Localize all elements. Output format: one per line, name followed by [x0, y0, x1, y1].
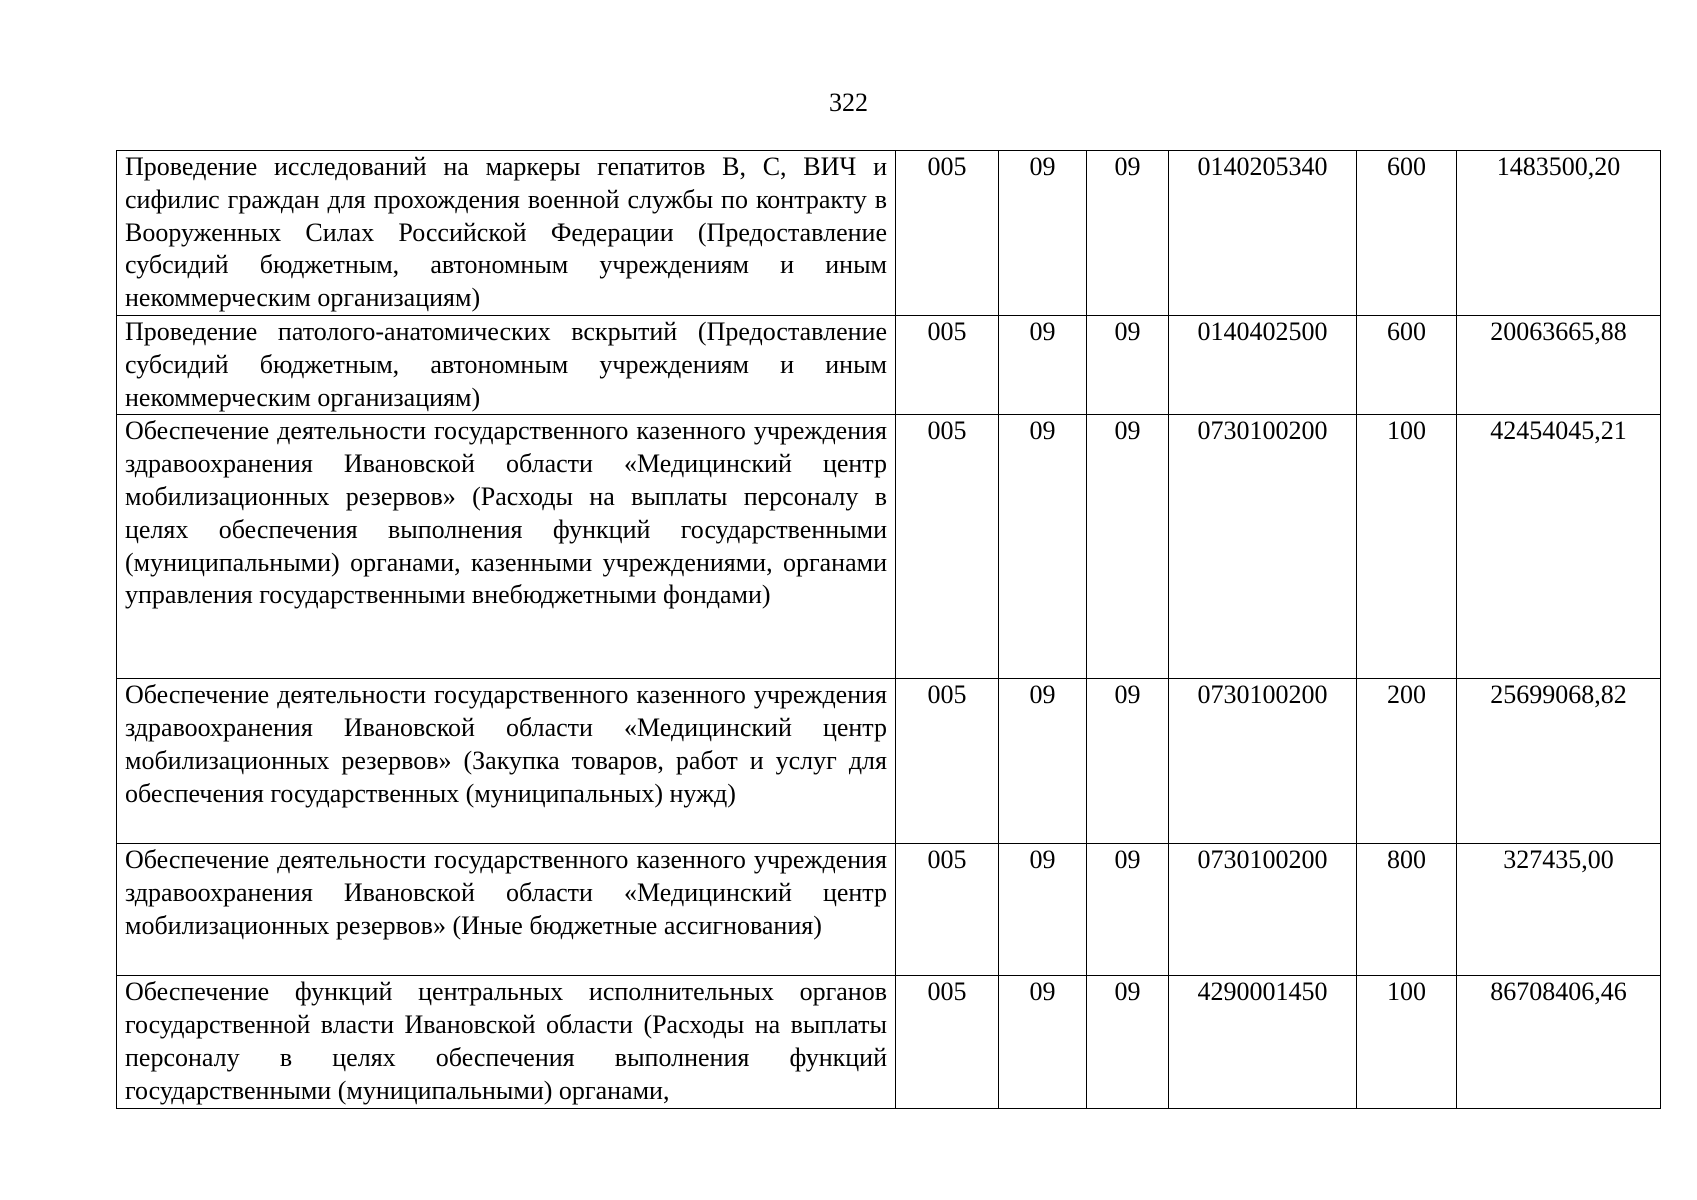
row-target-article: 0730100200 — [1169, 679, 1357, 844]
row-target-article: 4290001450 — [1169, 976, 1357, 1108]
row-subsection-code: 09 — [1087, 976, 1169, 1108]
row-section-code: 09 — [999, 316, 1087, 415]
row-subsection-code: 09 — [1087, 415, 1169, 679]
row-section-code: 09 — [999, 679, 1087, 844]
row-expense-type: 100 — [1357, 976, 1457, 1108]
page-number: 322 — [829, 88, 868, 117]
row-subsection-code: 09 — [1087, 679, 1169, 844]
row-ministry-code: 005 — [896, 976, 999, 1108]
row-ministry-code: 005 — [896, 415, 999, 679]
row-ministry-code: 005 — [896, 151, 999, 316]
row-ministry-code: 005 — [896, 844, 999, 976]
row-description: Обеспечение деятельности государственного казенного учреждения здравоохранения Ивановской области «Медицинский центр мобилизационных резервов» (Расходы на выплаты персоналу в целях обеспечения выполнения функций государственными (муниципальными) органами, казенными учреждениями, органами управления государственными внебюджетными фондами) — [117, 415, 896, 679]
table-row — [117, 679, 1661, 844]
row-section-code: 09 — [999, 976, 1087, 1108]
table-row — [117, 316, 1661, 415]
row-amount: 20063665,88 — [1457, 316, 1661, 415]
row-section-code: 09 — [999, 415, 1087, 679]
row-description: Обеспечение деятельности государственного казенного учреждения здравоохранения Ивановской области «Медицинский центр мобилизационных резервов» (Иные бюджетные ассигнования) — [117, 844, 896, 976]
table-row — [117, 976, 1661, 1108]
row-target-article: 0140205340 — [1169, 151, 1357, 316]
row-subsection-code: 09 — [1087, 151, 1169, 316]
row-amount: 327435,00 — [1457, 844, 1661, 976]
row-amount: 86708406,46 — [1457, 976, 1661, 1108]
row-section-code: 09 — [999, 844, 1087, 976]
row-ministry-code: 005 — [896, 316, 999, 415]
row-description: Обеспечение деятельности государственного казенного учреждения здравоохранения Ивановской области «Медицинский центр мобилизационных резервов» (Закупка товаров, работ и услуг для обеспечения государственных (муниципальных) нужд) — [117, 679, 896, 844]
row-target-article: 0730100200 — [1169, 844, 1357, 976]
table-row — [117, 151, 1661, 316]
row-amount: 25699068,82 — [1457, 679, 1661, 844]
row-amount: 42454045,21 — [1457, 415, 1661, 679]
row-description: Обеспечение функций центральных исполнительных органов государственной власти Ивановской области (Расходы на выплаты персоналу в целях обеспечения выполнения функций государственными (муниципальными) органами, — [117, 976, 896, 1108]
table-row — [117, 844, 1661, 976]
row-target-article: 0730100200 — [1169, 415, 1357, 679]
budget-table — [116, 150, 1661, 1109]
row-expense-type: 600 — [1357, 316, 1457, 415]
row-subsection-code: 09 — [1087, 844, 1169, 976]
row-description: Проведение патолого-анатомических вскрытий (Предоставление субсидий бюджетным, автономным учреждениям и иным некоммерческим организациям) — [117, 316, 896, 415]
row-expense-type: 100 — [1357, 415, 1457, 679]
table-row — [117, 415, 1661, 679]
row-amount: 1483500,20 — [1457, 151, 1661, 316]
row-expense-type: 800 — [1357, 844, 1457, 976]
row-subsection-code: 09 — [1087, 316, 1169, 415]
row-ministry-code: 005 — [896, 679, 999, 844]
row-description: Проведение исследований на маркеры гепатитов В, С, ВИЧ и сифилис граждан для прохождения военной службы по контракту в Вооруженных Силах Российской Федерации (Предоставление субсидий бюджетным, автономным учреждениям и иным некоммерческим организациям) — [117, 151, 896, 316]
row-expense-type: 600 — [1357, 151, 1457, 316]
row-section-code: 09 — [999, 151, 1087, 316]
row-target-article: 0140402500 — [1169, 316, 1357, 415]
row-expense-type: 200 — [1357, 679, 1457, 844]
